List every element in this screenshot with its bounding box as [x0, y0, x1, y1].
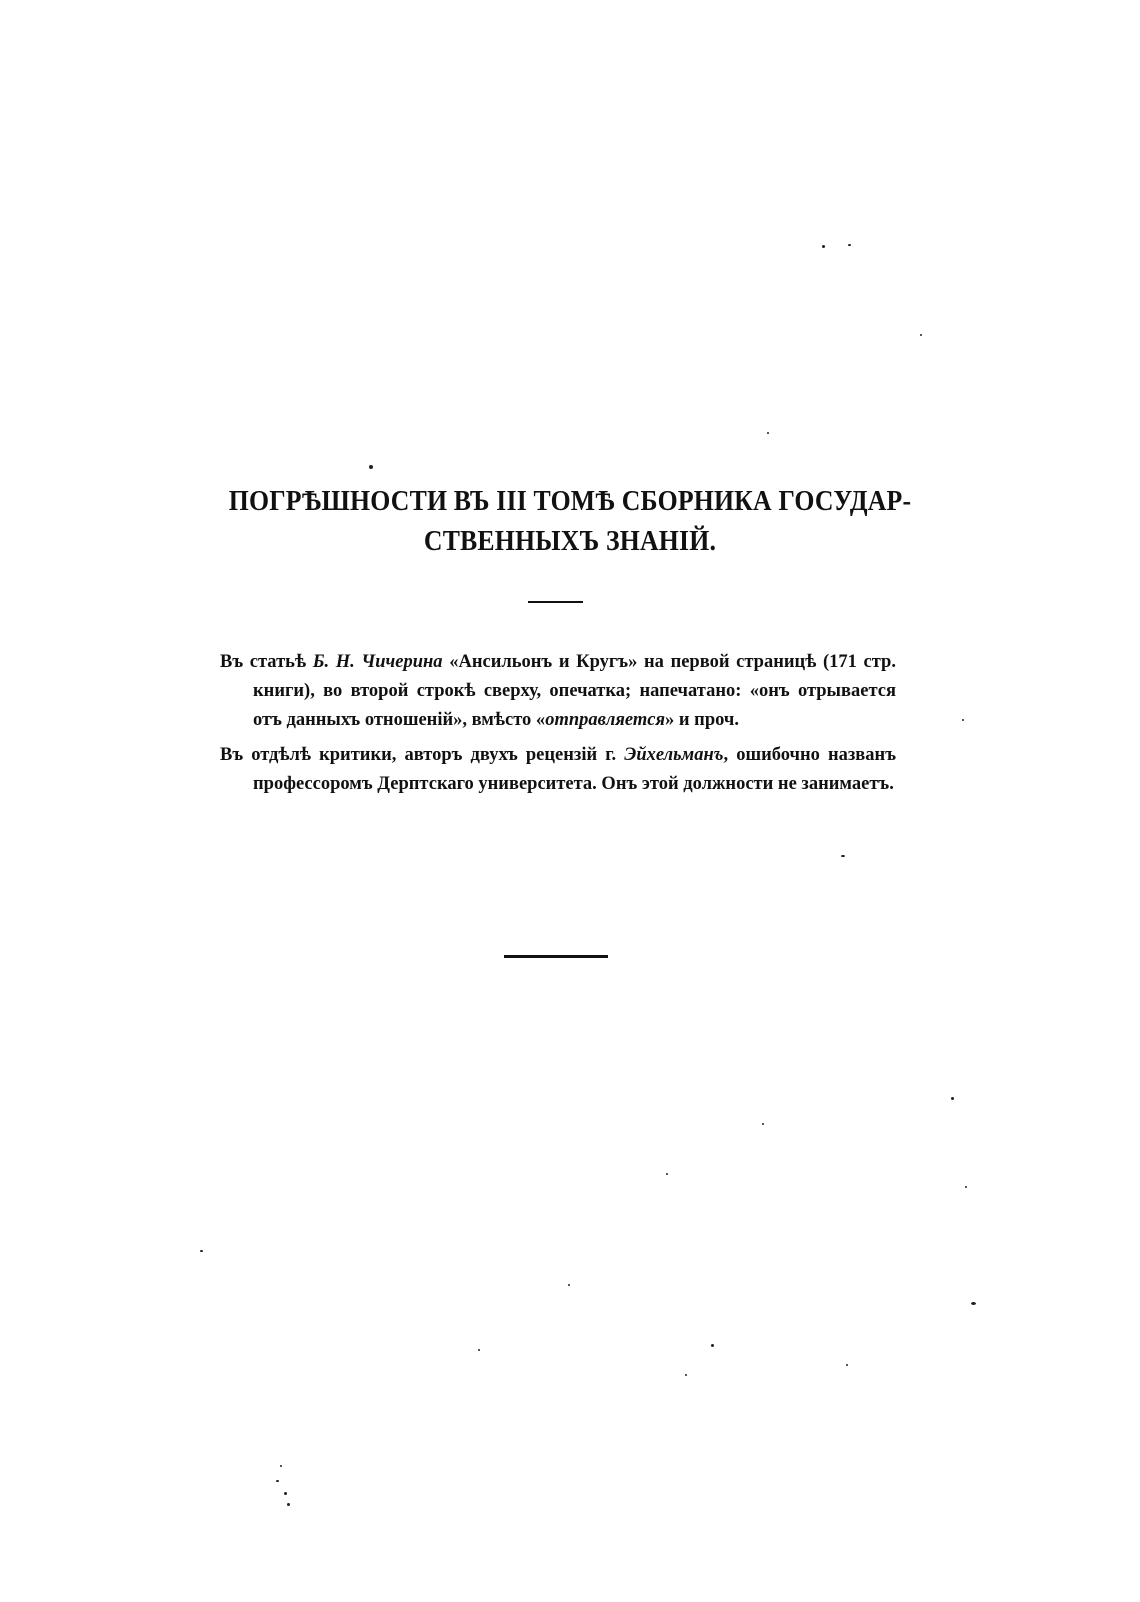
- errata-body: [220, 648, 896, 805]
- errata-paragraph-1: [220, 648, 896, 735]
- paragraph-1-text-b: «Ансильонъ и Кругъ» на первой страницѣ (171 стр. книги), во второй строкѣ сверху, опечатка; напечатано: «онъ отрывается отъ данныхъ отношеній», вмѣсто «: [253, 652, 896, 730]
- closing-divider-rule: [504, 955, 608, 958]
- short-divider-rule: [528, 601, 583, 603]
- page-title: [193, 482, 947, 562]
- scan-speck: [962, 719, 964, 721]
- scan-speck: [200, 1250, 203, 1252]
- scan-speck: [951, 1097, 954, 1100]
- title-line-2: СТВЕННЫХЪ ЗНАНІЙ.: [423, 526, 717, 557]
- scan-speck: [287, 1503, 290, 1506]
- paragraph-2-text-b: , ошибочно названъ профессоромъ Дерптскаго университета. Онъ этой должности не занимаетъ.: [253, 745, 896, 794]
- paragraph-1-text-c: » и проч.: [665, 710, 739, 730]
- scan-speck: [848, 244, 851, 246]
- scan-speck: [568, 1284, 570, 1286]
- paragraph-1-author: Б. Н. Чичерина: [312, 652, 443, 672]
- scan-speck: [666, 1173, 668, 1175]
- scan-speck: [685, 1374, 687, 1376]
- scan-speck: [920, 334, 922, 336]
- paragraph-1-text-a: Въ статьѣ: [220, 652, 313, 672]
- scan-speck: [822, 245, 825, 248]
- scan-speck: [762, 1123, 764, 1125]
- scan-speck: [284, 1492, 287, 1495]
- scan-speck: [478, 1349, 480, 1351]
- title-line-1: ПОГРѢШНОСТИ ВЪ III ТОМѢ СБОРНИКА ГОСУДАР-: [228, 486, 912, 517]
- errata-paragraph-2: [220, 741, 896, 799]
- scan-speck: [971, 1302, 976, 1305]
- scan-speck: [369, 465, 373, 469]
- scan-speck: [767, 432, 769, 434]
- paragraph-1-correction: отправляется: [545, 710, 666, 730]
- scan-speck: [711, 1344, 714, 1347]
- scan-speck: [965, 1186, 967, 1188]
- scan-speck: [280, 1465, 282, 1467]
- scan-speck: [846, 1364, 848, 1366]
- scan-speck: [276, 1480, 279, 1482]
- paragraph-2-author: Эйхельманъ: [624, 745, 724, 765]
- scan-speck: [841, 855, 845, 857]
- paragraph-2-text-a: Въ отдѣлѣ критики, авторъ двухъ рецензій г.: [220, 745, 625, 765]
